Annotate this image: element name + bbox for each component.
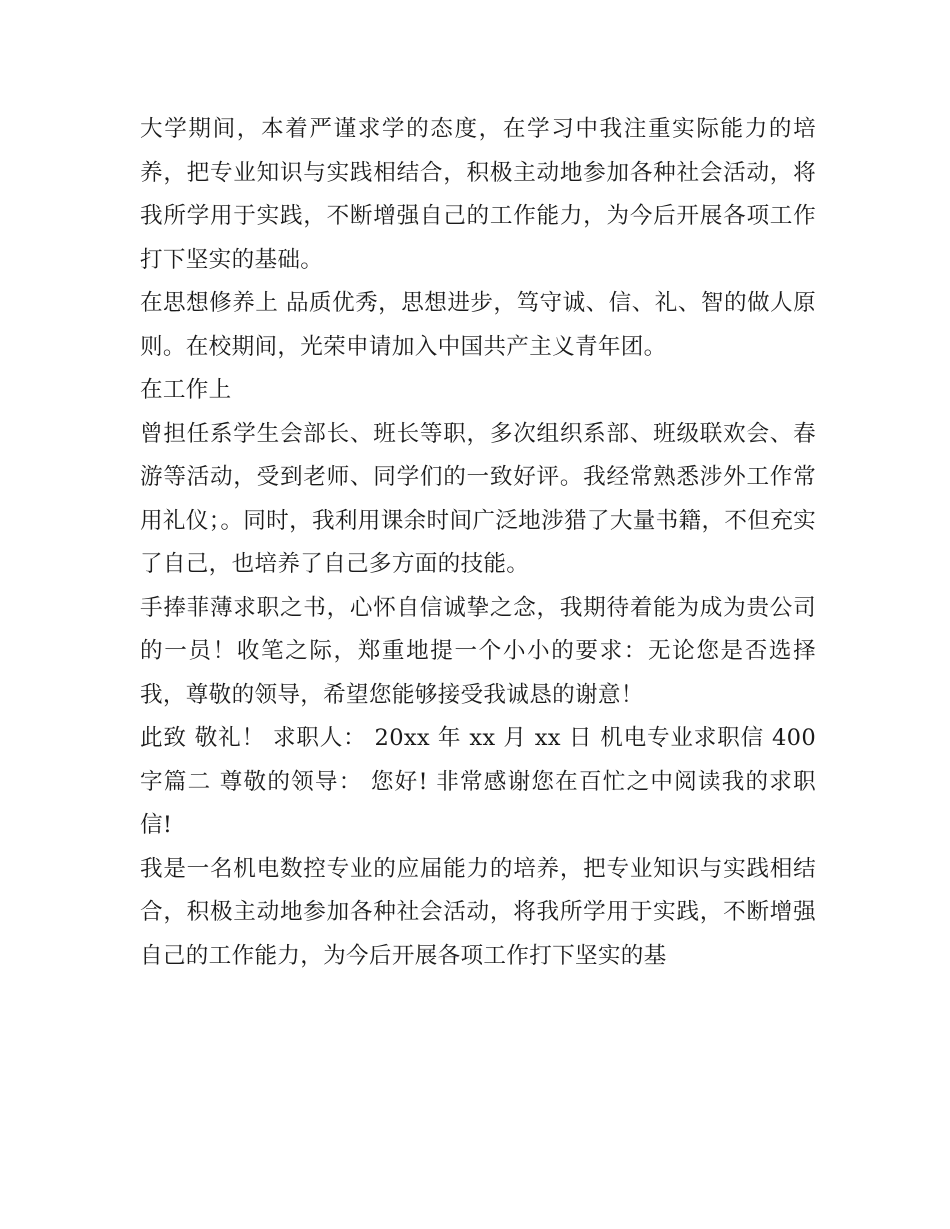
paragraph-ideology: 在思想修养上 品质优秀，思想进步，笃守诚、信、礼、智的做人原则。在校期间，光荣申请加入中国共产主义青年团。 — [140, 290, 816, 360]
paragraph-work-heading: 在工作上 — [140, 377, 232, 403]
paragraph-signature: 此致 敬礼！ 求职人： 20xx 年 xx 月 xx 日 机电专业求职信 400字篇二 尊敬的领导： 您好! 非常感谢您在百忙之中阅读我的求职信! — [140, 725, 816, 838]
paragraph-work: 曾担任系学生会部长、班长等职，多次组织系部、班级联欢会、春游等活动，受到老师、同学们的一致好评。我经常熟悉涉外工作常用礼仪；。同时，我利用课余时间广泛地涉猎了大量书籍，不但充实了自己，也培养了自己多方面的技能。 — [140, 420, 816, 577]
document-body — [140, 108, 816, 978]
paragraph-closing: 手捧菲薄求职之书，心怀自信诚挚之念，我期待着能为成为贵公司的一员！收笔之际，郑重地提一个小小的要求：无论您是否选择我，尊敬的领导，希望您能够接受我诚恳的谢意！ — [140, 594, 816, 708]
paragraph-study: 大学期间，本着严谨求学的态度，在学习中我注重实际能力的培养，把专业知识与实践相结合，积极主动地参加各种社会活动，将我所学用于实践，不断增强自己的工作能力，为今后开展各项工作打下坚实的基础。 — [140, 116, 816, 273]
paragraph-intro: 我是一名机电数控专业的应届能力的培养，把专业知识与实践相结合，积极主动地参加各种社会活动，将我所学用于实践，不断增强自己的工作能力，为今后开展各项工作打下坚实的基 — [140, 855, 816, 969]
